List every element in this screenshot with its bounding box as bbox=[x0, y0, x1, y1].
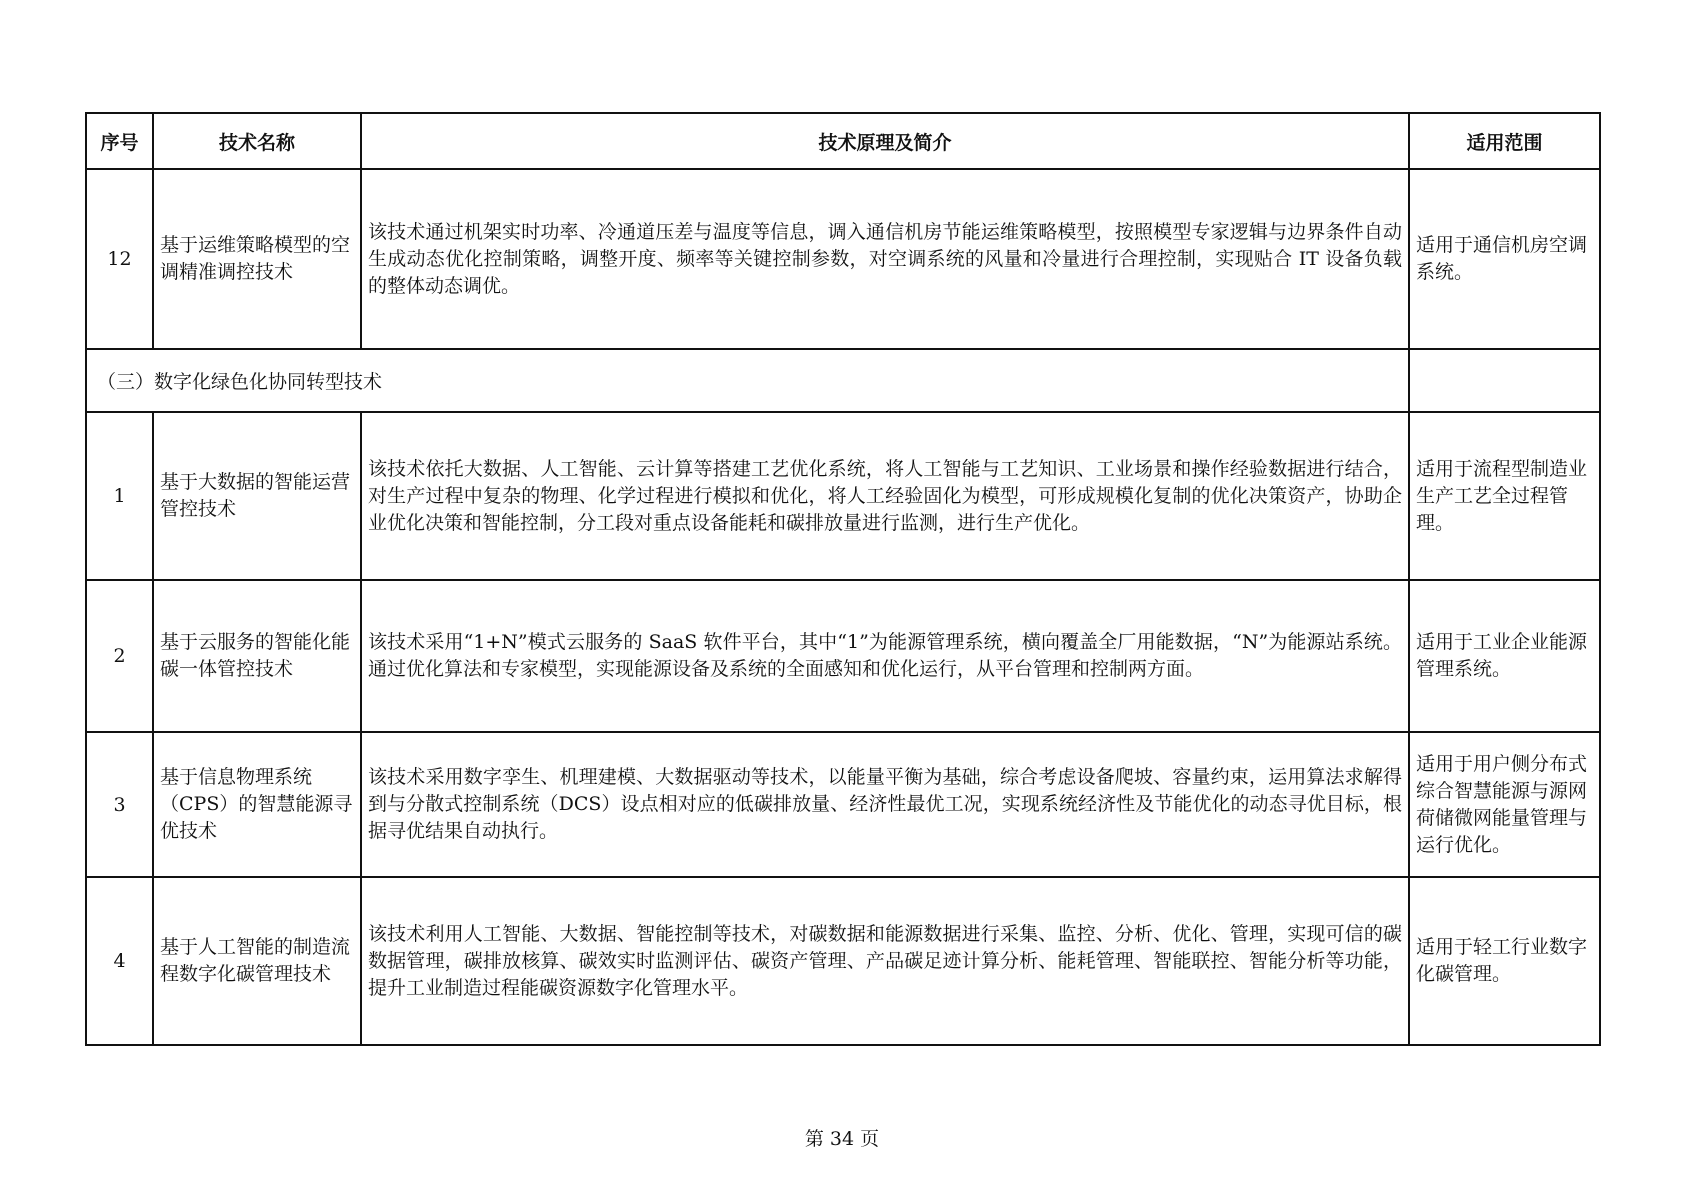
table-row bbox=[86, 580, 1600, 732]
technology-description: 该技术依托大数据、人工智能、云计算等搭建工艺优化系统，将人工智能与工艺知识、工业场景和操作经验数据进行结合，对生产过程中复杂的物理、化学过程进行模拟和优化，将人工经验固化为模型，可形成规模化复制的优化决策资产，协助企业优化决策和智能控制，分工段对重点设备能耗和碳排放量进行监测，进行生产优化。 bbox=[361, 412, 1409, 580]
header-name: 技术名称 bbox=[153, 113, 361, 169]
technology-name: 基于人工智能的制造流程数字化碳管理技术 bbox=[153, 877, 361, 1045]
page-number: 第 34 页 bbox=[804, 1128, 880, 1150]
header-scope: 适用范围 bbox=[1409, 113, 1600, 169]
technology-name: 基于信息物理系统（CPS）的智慧能源寻优技术 bbox=[153, 732, 361, 877]
row-number: 1 bbox=[86, 412, 153, 580]
technology-name: 基于云服务的智能化能碳一体管控技术 bbox=[153, 580, 361, 732]
row-number: 12 bbox=[86, 169, 153, 349]
header-desc: 技术原理及简介 bbox=[361, 113, 1409, 169]
technology-name: 基于大数据的智能运营管控技术 bbox=[153, 412, 361, 580]
application-scope: 适用于轻工行业数字化碳管理。 bbox=[1409, 877, 1600, 1045]
technology-description: 该技术采用“1+N”模式云服务的 SaaS 软件平台，其中“1”为能源管理系统，横向覆盖全厂用能数据，“N”为能源站系统。通过优化算法和专家模型，实现能源设备及系统的全面感知和优化运行，从平台管理和控制两方面。 bbox=[361, 580, 1409, 732]
technology-description: 该技术采用数字孪生、机理建模、大数据驱动等技术，以能量平衡为基础，综合考虑设备爬坡、容量约束，运用算法求解得到与分散式控制系统（DCS）设点相对应的低碳排放量、经济性最优工况，实现系统经济性及节能优化的动态寻优目标，根据寻优结果自动执行。 bbox=[361, 732, 1409, 877]
section-title: （三）数字化绿色化协同转型技术 bbox=[86, 349, 1409, 412]
header-no: 序号 bbox=[86, 113, 153, 169]
technology-name: 基于运维策略模型的空调精准调控技术 bbox=[153, 169, 361, 349]
technology-description: 该技术利用人工智能、大数据、智能控制等技术，对碳数据和能源数据进行采集、监控、分析、优化、管理，实现可信的碳数据管理，碳排放核算、碳效实时监测评估、碳资产管理、产品碳足迹计算分析、能耗管理、智能联控、智能分析等功能，提升工业制造过程能碳资源数字化管理水平。 bbox=[361, 877, 1409, 1045]
section-scope-empty bbox=[1409, 349, 1600, 412]
table-header-row bbox=[86, 113, 1600, 169]
row-number: 3 bbox=[86, 732, 153, 877]
table-row bbox=[86, 169, 1600, 349]
table-row bbox=[86, 877, 1600, 1045]
table-row bbox=[86, 412, 1600, 580]
section-row bbox=[86, 349, 1600, 412]
row-number: 2 bbox=[86, 580, 153, 732]
technology-description: 该技术通过机架实时功率、冷通道压差与温度等信息，调入通信机房节能运维策略模型，按照模型专家逻辑与边界条件自动生成动态优化控制策略，调整开度、频率等关键控制参数，对空调系统的风量和冷量进行合理控制，实现贴合 IT 设备负载的整体动态调优。 bbox=[361, 169, 1409, 349]
table-row bbox=[86, 732, 1600, 877]
application-scope: 适用于工业企业能源管理系统。 bbox=[1409, 580, 1600, 732]
application-scope: 适用于通信机房空调系统。 bbox=[1409, 169, 1600, 349]
technology-table bbox=[85, 112, 1601, 1046]
application-scope: 适用于流程型制造业生产工艺全过程管理。 bbox=[1409, 412, 1600, 580]
application-scope: 适用于用户侧分布式综合智慧能源与源网荷储微网能量管理与运行优化。 bbox=[1409, 732, 1600, 877]
row-number: 4 bbox=[86, 877, 153, 1045]
